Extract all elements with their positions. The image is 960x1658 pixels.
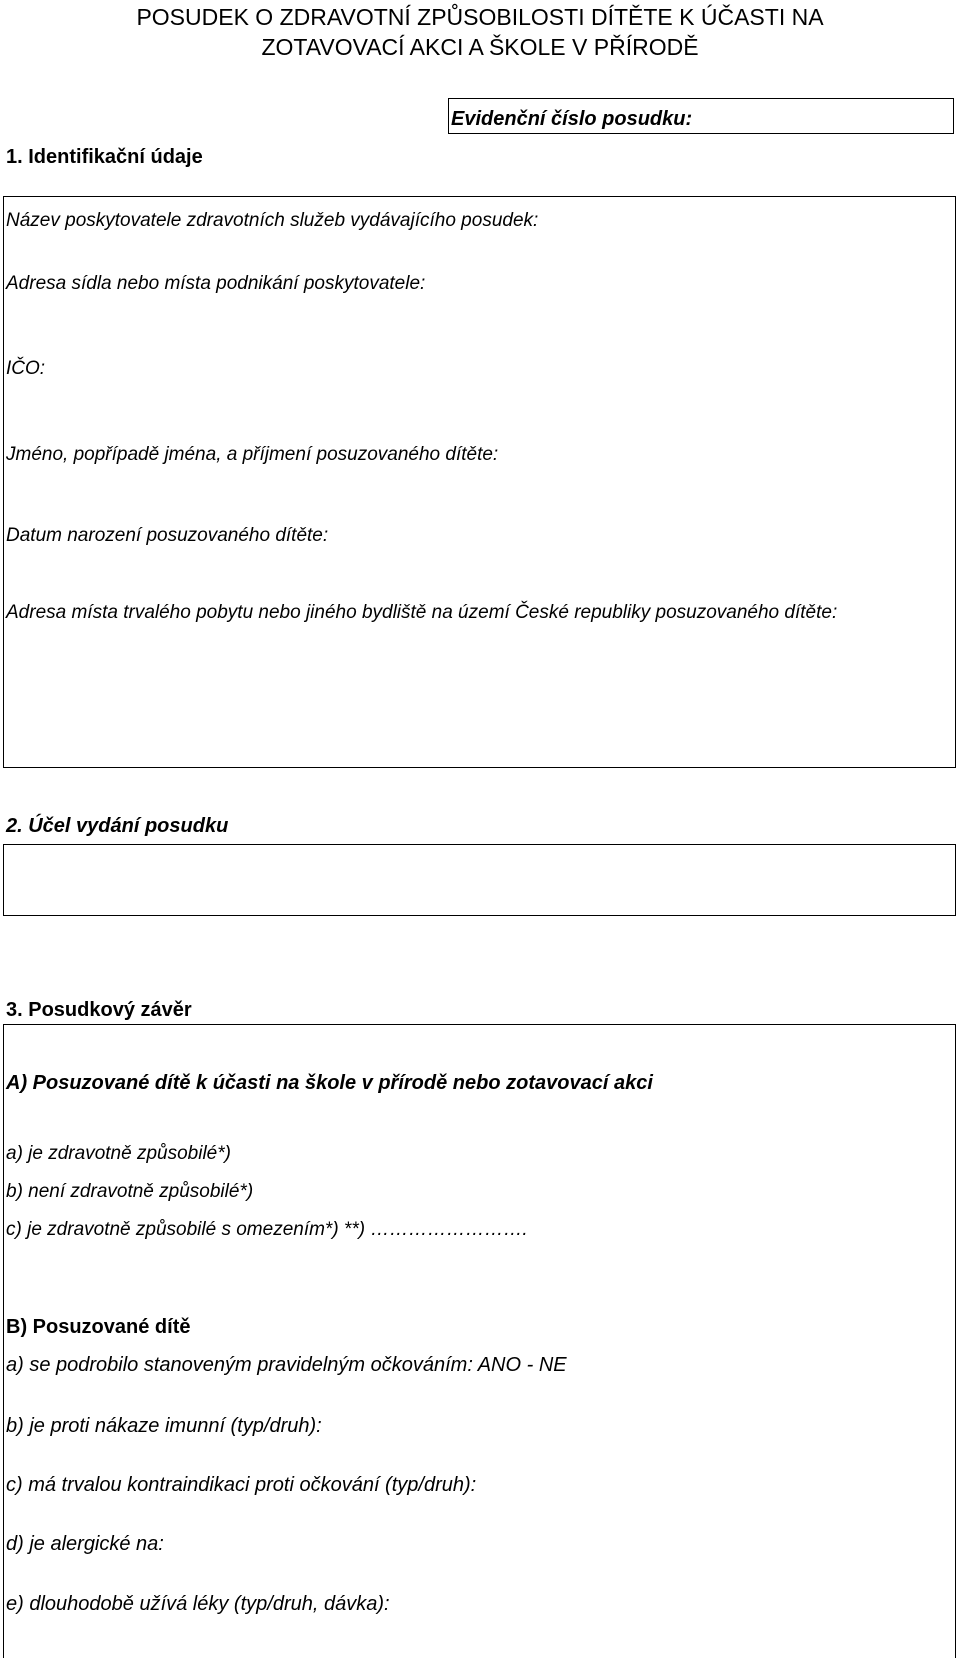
conclusion-box (3, 1024, 956, 1658)
ico-field: IČO: (6, 358, 46, 379)
purpose-box[interactable] (3, 844, 956, 916)
part-b-item-d: d) je alergické na: (6, 1533, 164, 1555)
part-b-item-c: c) má trvalou kontraindikaci proti očkování (typ/druh): (6, 1474, 477, 1496)
provider-address-field: Adresa sídla nebo místa podnikání poskytovatele: (6, 273, 426, 294)
child-name-field: Jméno, popřípadě jména, a příjmení posuzovaného dítěte: (6, 444, 499, 465)
option-b: b) není zdravotně způsobilé*) (6, 1181, 254, 1202)
section-3-heading: 3. Posudkový závěr (6, 999, 192, 1021)
part-b-item-e: e) dlouhodobě užívá léky (typ/druh, dávka): (6, 1593, 390, 1615)
child-address-field: Adresa místa trvalého pobytu nebo jiného bydliště na území České republiky posuzovaného dítěte: (6, 602, 838, 623)
title-line-1: POSUDEK O ZDRAVOTNÍ ZPŮSOBILOSTI DÍTĚTE K ÚČASTI NA (136, 4, 824, 30)
evidence-number-label: Evidenční číslo posudku: (451, 108, 693, 130)
option-c: c) je zdravotně způsobilé s omezením*) **) ……………………. (6, 1219, 528, 1240)
child-birthdate-field: Datum narození posuzovaného dítěte: (6, 525, 329, 546)
provider-name-field: Název poskytovatele zdravotních služeb vydávajícího posudek: (6, 210, 539, 231)
document-title (60, 2, 900, 62)
part-b-item-a: a) se podrobilo stanoveným pravidelným očkováním: ANO - NE (6, 1354, 567, 1376)
title-line-2: ZOTAVOVACÍ AKCI A ŠKOLE V PŘÍRODĚ (261, 34, 699, 60)
part-b-item-b: b) je proti nákaze imunní (typ/druh): (6, 1415, 322, 1437)
option-a: a) je zdravotně způsobilé*) (6, 1143, 231, 1164)
section-2-heading: 2. Účel vydání posudku (6, 815, 229, 837)
part-b-heading: B) Posuzované dítě (6, 1316, 191, 1338)
section-1-heading: 1. Identifikační údaje (6, 146, 203, 168)
part-a-heading: A) Posuzované dítě k účasti na škole v přírodě nebo zotavovací akci (6, 1072, 653, 1094)
